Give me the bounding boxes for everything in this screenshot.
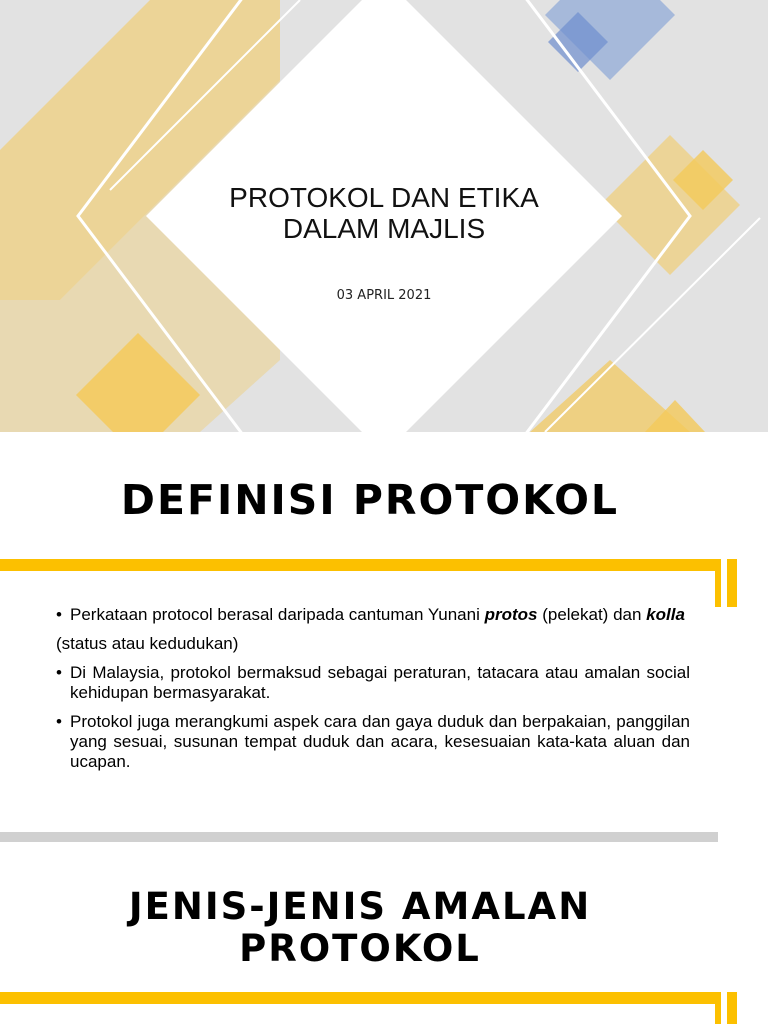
slide-heading: DEFINISI PROTOKOL [120,476,620,524]
bullet-text: Perkataan protocol berasal daripada cantuman Yunani [70,605,485,624]
accent-bar-vertical [715,992,721,1024]
types-slide [0,842,768,1024]
plain-line: (status atau kedudukan) [56,634,239,653]
term-protos: protos [484,605,538,624]
accent-bar-vertical [727,559,737,607]
bullet-item [56,605,690,625]
accent-bar-vertical [727,992,737,1024]
definition-slide [0,432,768,842]
bullet-text: (pelekat) dan [537,605,647,624]
title-slide [0,0,768,432]
title-line-2: DALAM MAJLIS [282,213,486,244]
accent-bar-vertical [715,559,721,607]
title-line-1: PROTOKOL DAN ETIKA [229,182,539,213]
bullet-item: • Di Malaysia, protokol bermaksud sebagai peraturan, tatacara atau amalan social kehidupan bermasyarakat. [56,663,690,703]
presentation-title [184,182,584,244]
yellow-diamond-right [600,135,740,275]
heading-line-1: JENIS-JENIS AMALAN [128,885,592,928]
presentation-date: 03 APRIL 2021 [336,288,432,303]
accent-bar [0,992,721,1004]
accent-bar [0,559,721,571]
heading-line-2: PROTOKOL [239,927,481,970]
slide-divider [0,832,718,842]
slide-body [56,605,690,781]
slide-heading [0,886,720,970]
bullet-item: • Protokol juga merangkumi aspek cara dan gaya duduk dan berpakaian, panggilan yang sesuai, susunan tempat duduk dan acara, kesesuaian kata-kata aluan dan ucapan. [56,712,690,772]
term-kolla: kolla [646,605,685,624]
